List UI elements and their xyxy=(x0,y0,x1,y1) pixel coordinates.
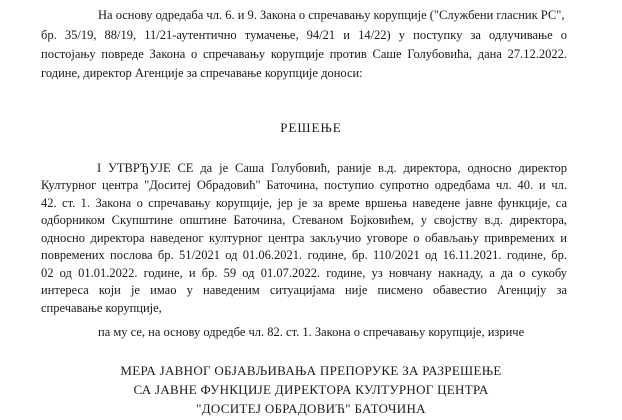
intro-line-2: бр. 35/19, 88/19, 11/21-аутентично тумачење, 94/21 и 14/22) у поступку за одлучивање о xyxy=(41,28,567,42)
finding-line-9: спречавање корупције, xyxy=(41,301,162,315)
finding-line-8: интереса који је имао у наведеним ситуацијама није писмено обавестио Агенцију за xyxy=(41,283,567,297)
finding-line-1: I УТВРЂУЈЕ СЕ да је Саша Голубовић, раније в.д. директора, односно директор xyxy=(97,161,567,175)
finding-line-5: односно директора наведеног културног центра закључио уговоре о обављању привремених и xyxy=(41,231,567,245)
measure-line-3: "ДОСИТЕЈ ОБРАДОВИЋ" БАТОЧИНА xyxy=(196,401,426,416)
finding-line-3: 42. ст. 1. Закона о спречавању корупције, јер је за време вршења наведене јавне функције, са xyxy=(41,196,567,210)
finding-line-6: повремених послова бр. 51/2021 од 01.06.2021. године, бр. 110/2021 од 16.11.2021. године, бр. xyxy=(41,248,567,262)
finding-line-2: Културног центра "Доситеј Обрадовић" Баточина, поступио супротно одредбама чл. 40. и чл. xyxy=(41,178,567,192)
finding-line-7: 02 од 01.01.2022. године, и бр. 59 од 01.07.2022. године, уз новчану накнаду, а да о сукобу xyxy=(41,266,567,280)
measure-line-1: МЕРА ЈАВНОГ ОБЈАВЉИВАЊА ПРЕПОРУКЕ ЗА РАЗРЕШЕЊЕ xyxy=(120,363,502,378)
finding-line-4: одборником Скупштине општине Баточина, Стеваном Бојковићем, у својству в.д. директора, xyxy=(41,213,567,227)
intro-line-4: године, директор Агенције за спречавање корупције доноси: xyxy=(41,66,363,80)
decision-heading: РЕШЕЊЕ xyxy=(280,120,342,135)
intro-line-1: На основу одредаба чл. 6. и 9. Закона о спречавању корупције ("Службени гласник РС", xyxy=(98,8,565,22)
intro-line-3: постојању повреде Закона о спречавању корупције против Саше Голубовића, дана 27.12.2022. xyxy=(41,47,567,61)
measure-line-2: СА ЈАВНЕ ФУНКЦИЈЕ ДИРЕКТОРА КУЛТУРНОГ ЦЕНТРА xyxy=(133,382,489,397)
pronouncement-text: па му се, на основу одредбе чл. 82. ст. 1. Закона о спречавању корупције, изриче xyxy=(98,325,525,339)
